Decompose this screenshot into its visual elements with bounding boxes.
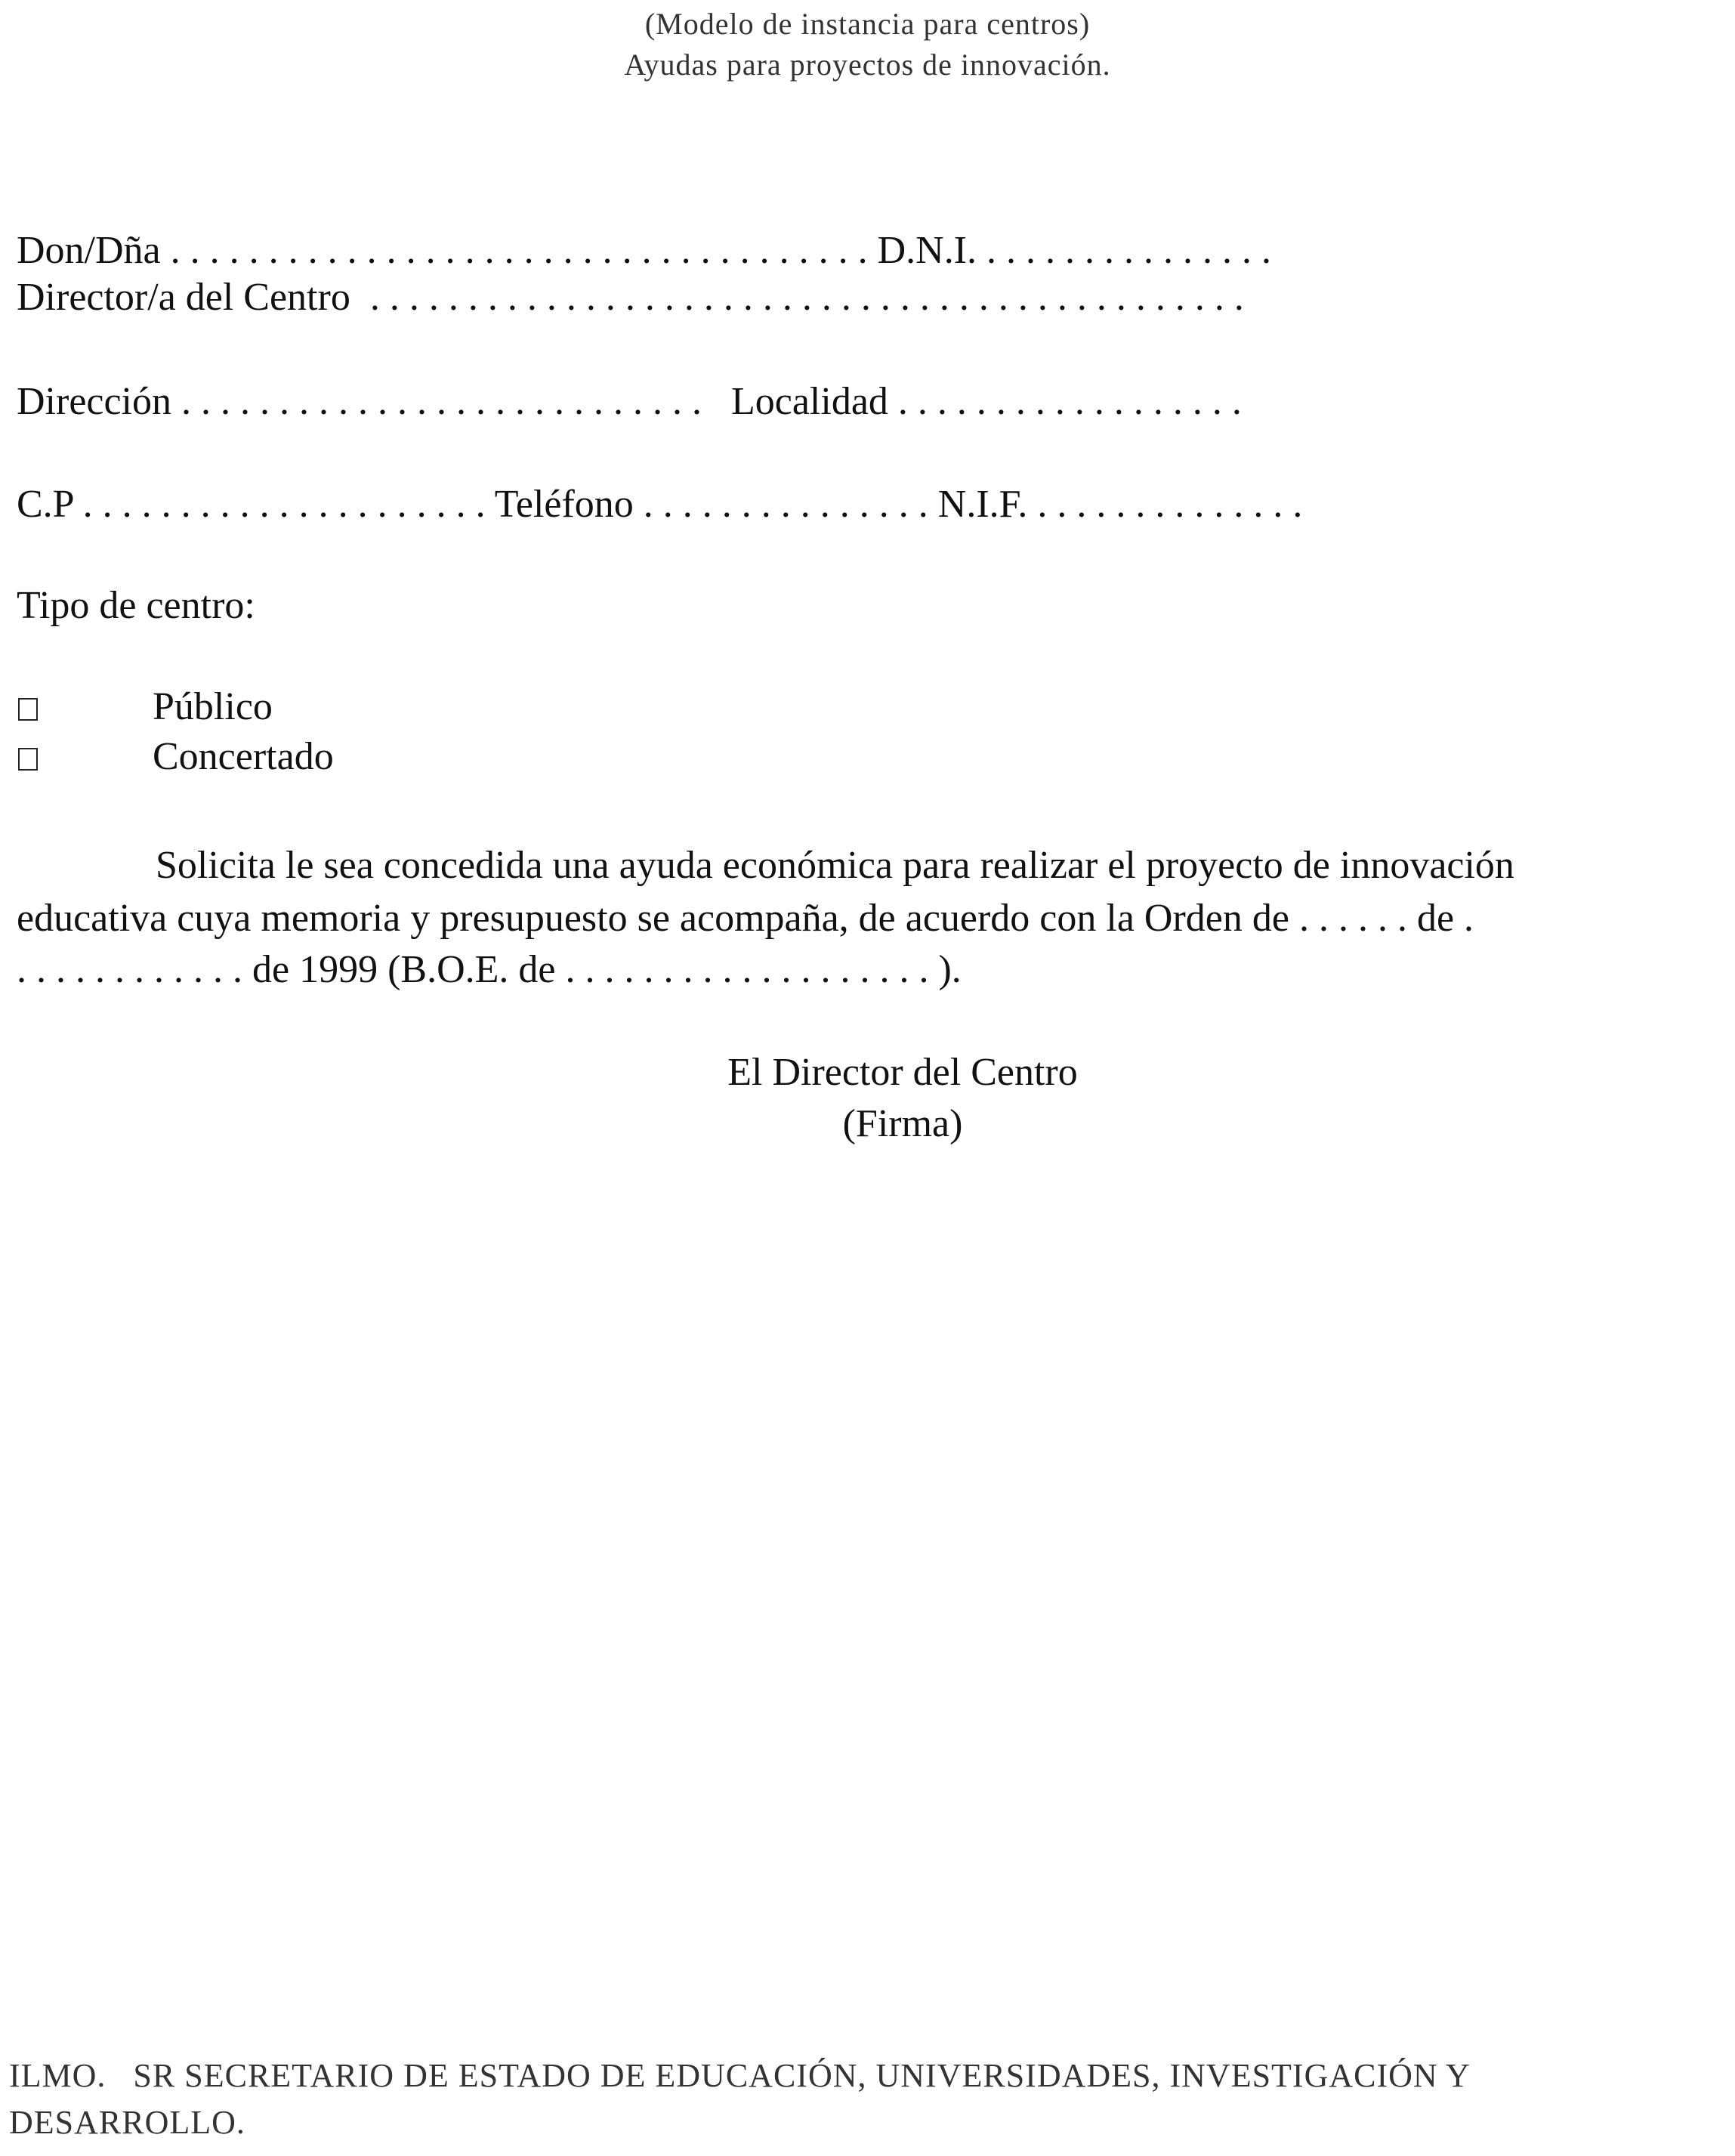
signature-title: El Director del Centro	[727, 1051, 1078, 1094]
option-label-publico: Público	[153, 685, 273, 728]
signature-note: (Firma)	[842, 1102, 963, 1145]
checkbox-publico[interactable]	[18, 698, 38, 721]
request-paragraph-line-1: Solicita le sea concedida una ayuda económica para realizar el proyecto de innovación	[156, 844, 1514, 887]
field-row-address-locality: Dirección . . . . . . . . . . . . . . . . . . . . . . . . . . . Localidad . . . . . . . . . . . . . . . . . .	[17, 380, 1242, 423]
checkbox-concertado[interactable]	[18, 748, 38, 771]
request-paragraph-line-3: . . . . . . . . . . . . de 1999 (B.O.E. de . . . . . . . . . . . . . . . . . . . ).	[17, 948, 962, 991]
field-row-cp-phone-nif: C.P . . . . . . . . . . . . . . . . . . . . . Teléfono . . . . . . . . . . . . . . . N.I.F. . . . . . . . . . . . . . .	[17, 483, 1303, 526]
center-type-label: Tipo de centro:	[17, 584, 255, 627]
request-paragraph-line-2: educativa cuya memoria y presupuesto se acompaña, de acuerdo con la Orden de . . . . . . de .	[17, 897, 1474, 940]
option-label-concertado: Concertado	[153, 735, 334, 778]
header-subtitle: Ayudas para proyectos de innovación.	[624, 48, 1111, 82]
addressee-line-1: ILMO. SR SECRETARIO DE ESTADO DE EDUCACIÓN, UNIVERSIDADES, INVESTIGACIÓN Y	[9, 2057, 1471, 2094]
field-row-name-dni: Don/Dña . . . . . . . . . . . . . . . . . . . . . . . . . . . . . . . . . . . . D.N.I. . . . . . . . . . . . . . . .	[17, 229, 1272, 272]
addressee-line-2: DESARROLLO.	[9, 2104, 245, 2141]
field-row-director: Director/a del Centro . . . . . . . . . . . . . . . . . . . . . . . . . . . . . . . . . . . . . . . . . . . . .	[17, 276, 1244, 319]
header-model-note: (Modelo de instancia para centros)	[644, 7, 1091, 41]
